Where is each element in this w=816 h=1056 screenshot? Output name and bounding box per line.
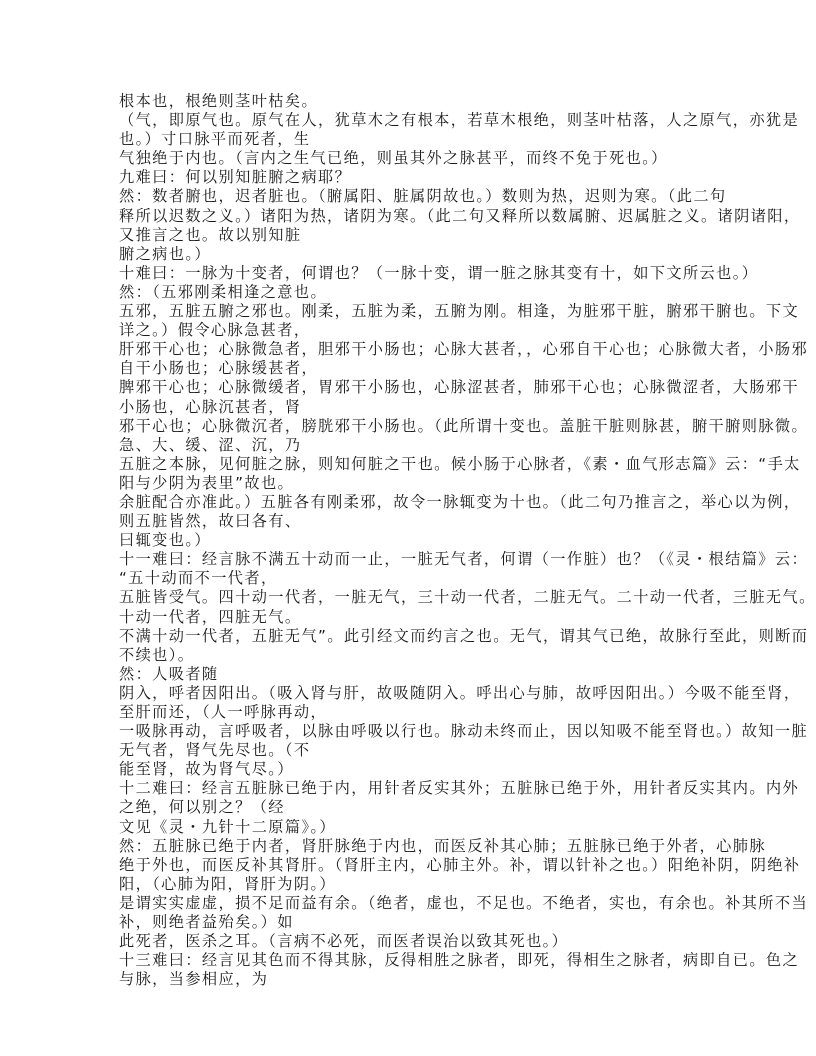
text-line: 然：人吸者随 <box>119 664 219 683</box>
section-heading-twelve: 十二难曰：经言五脏脉已绝于内，用针者反实其外；五脏脉已绝于外，用针者反实其内。内外 <box>119 779 800 798</box>
text-line: 然：五脏脉已绝于内者，肾肝脉绝于内也，而医反补其心肺；五脏脉已绝于外者，心肺脉 <box>119 836 766 855</box>
text-line: 邪干心也；心脉微沉者，膀胱邪干小肠也。（此所谓十变也。盖脏干脏则脉甚，腑干腑则脉微。 <box>119 416 809 435</box>
section-heading-thirteen: 十三难曰：经言见其色而不得其脉，反得相胜之脉者，即死，得相生之脉者，病即自已。色之 <box>119 951 800 970</box>
text-line: 之绝，何以别之？（经 <box>119 798 285 817</box>
section-heading-ten: 十难曰：一脉为十变者，何谓也？（一脉十变，谓一脏之脉其变有十，如下文所云也。） <box>119 263 759 282</box>
text-line: 气独绝于内也。（言内之生气已绝，则虽其外之脉甚平，而终不免于死也。） <box>119 149 668 168</box>
text-line: 五脏之本脉，见何脏之脉，则知何脏之干也。候小肠于心脉者，《素・血气形志篇》云：“手太 <box>119 454 801 473</box>
text-line: 释所以迟数之义。）诸阳为热，诸阴为寒。（此二句又释所以数属腑、迟属脏之义。诸阴诸阳， <box>119 206 801 225</box>
text-line: 自干小肠也；心脉缓甚者， <box>119 359 319 378</box>
text-line: 阴入，呼者因阳出。（吸入肾与肝，故吸随阴入。呼出心与肺，故呼因阳出。）今吸不能至肾， <box>119 683 801 702</box>
section-heading-nine: 九难曰：何以别知脏腑之病耶？ <box>119 168 352 187</box>
text-line: 详之。）假令心脉急甚者， <box>119 321 311 340</box>
text-line: 根本也，根绝则茎叶枯矣。 <box>119 92 319 110</box>
text-line: 五脏皆受气。四十动一代者，一脏无气，三十动一代者，二脏无气。二十动一代者，三脏无气。 <box>119 588 816 607</box>
document-page <box>119 92 816 989</box>
text-line: 腑之病也。） <box>119 244 211 263</box>
text-line: 至肝而还，（人一呼脉再动， <box>119 703 328 721</box>
text-line: 急、大、缓、涩、沉，乃 <box>119 435 302 454</box>
text-line: 十动一代者，四脏无气。 <box>119 607 302 626</box>
section-heading-eleven: 十一难曰：经言脉不满五十动而一止，一脏无气者，何谓（一作脏）也？（《灵・根结篇》云： <box>119 550 809 569</box>
text-line: 是谓实实虚虚，损不足而益有余。（绝者，虚也，不足也。不绝者，实也，有余也。补其所不当 <box>119 893 809 912</box>
text-line: 又推言之也。故以别知脏 <box>119 225 302 244</box>
text-line: 也。）寸口脉平而死者，生 <box>119 130 311 149</box>
text-line: 此死者，医杀之耳。（言病不必死，而医者误治以致其死也。） <box>119 932 569 951</box>
text-line: 曰辄变也。） <box>119 531 211 550</box>
text-line: 余脏配合亦准此。）五脏各有刚柔邪，故令一脉辄变为十也。（此二句乃推言之，举心以为例， <box>119 492 801 511</box>
text-line: 阳，（心肺为阳，肾肝为阴。） <box>119 874 337 893</box>
text-line: 能至肾，故为肾气尽。） <box>119 760 294 779</box>
text-line: 然：（五邪刚柔相逢之意也。 <box>119 282 328 301</box>
text-line: 一吸脉再动，言呼吸者，以脉由呼吸以行也。脉动未终而止，因以知吸不能至肾也。）故知一脏 <box>119 722 809 741</box>
text-line: 然：数者腑也，迟者脏也。（腑属阳、脏属阴故也。）数则为热，迟则为寒。（此二句 <box>119 187 727 206</box>
text-line: “五十动而不一代者， <box>119 569 278 588</box>
text-line: 则五脏皆然，故曰各有、 <box>119 512 302 531</box>
text-line: 无气者，肾气先尽也。（不 <box>119 741 311 760</box>
text-line: 肝邪干心也；心脉微急者，胆邪干小肠也；心脉大甚者，，心邪自干心也；心脉微大者，小肠邪 <box>119 340 809 359</box>
text-line: 小肠也，心脉沉甚者，肾 <box>119 397 302 416</box>
text-line: 不续也）。 <box>119 645 195 664</box>
text-line: 文见《灵・九针十二原篇》。） <box>119 817 337 836</box>
text-line: 绝于外也，而医反补其肾肝。（肾肝主内，心肺主外。补，谓以针补之也。）阳绝补阴，阴绝补 <box>119 855 801 874</box>
text-line: （气，即原气也。原气在人，犹草木之有根本，若草木根绝，则茎叶枯落，人之原气，亦犹是 <box>119 111 800 130</box>
text-line: 阳与少阴为表里”故也。 <box>119 473 295 492</box>
text-line: 不满十动一代者，五脏无气”。此引经文而约言之也。无气，谓其气已绝，故脉行至此，则断而 <box>119 626 809 645</box>
text-line: 五邪，五脏五腑之邪也。刚柔，五脏为柔，五腑为刚。相逢，为脏邪干脏，腑邪干腑也。下文 <box>119 302 800 321</box>
text-line: 脾邪干心也；心脉微缓者，胃邪干小肠也，心脉涩甚者，肺邪干心也；心脉微涩者，大肠邪干 <box>119 378 800 397</box>
text-line: 补，则绝者益殆矣。）如 <box>119 913 294 932</box>
text-line: 与脉，当参相应，为 <box>119 970 269 989</box>
